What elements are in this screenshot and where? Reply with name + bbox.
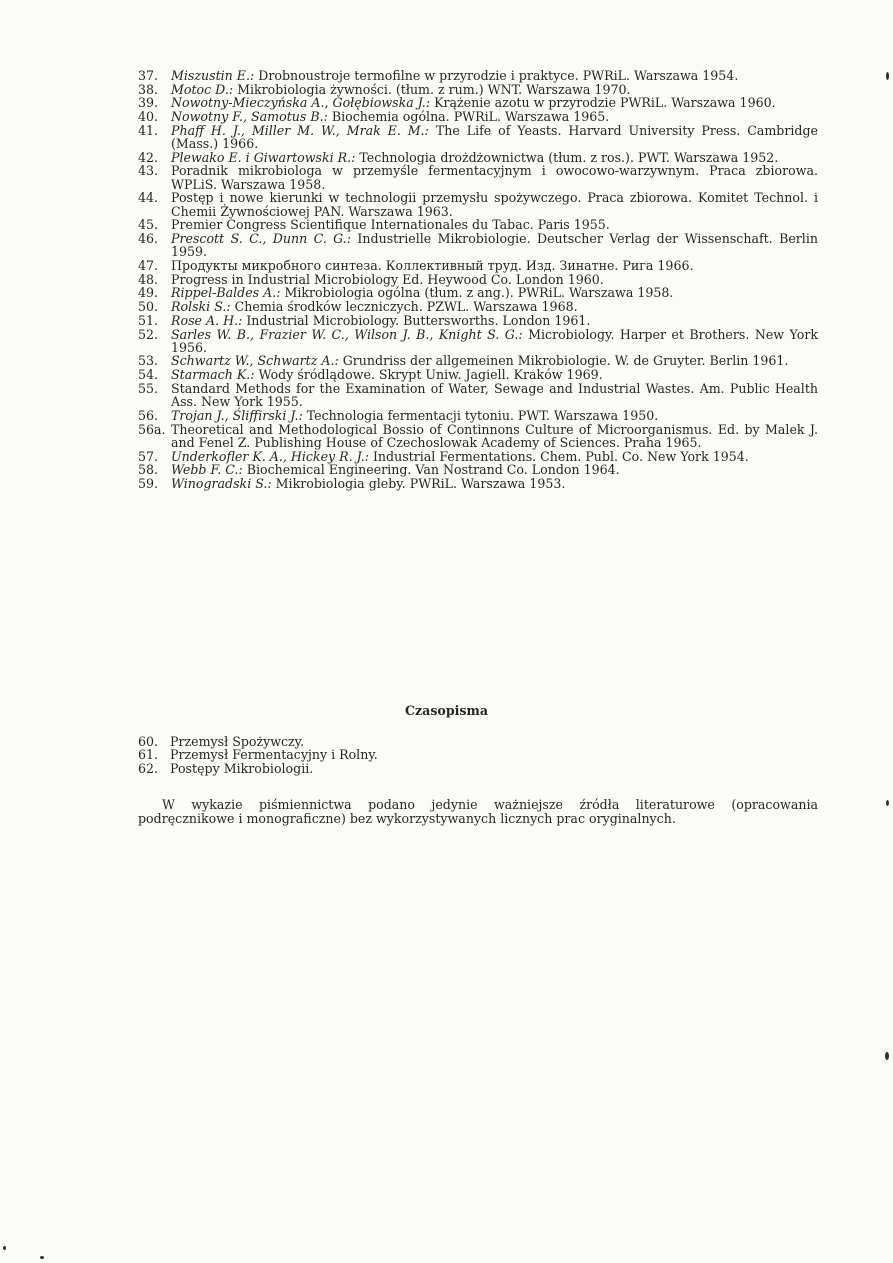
- reference-number: 57.: [138, 448, 159, 464]
- reference-number: 56.: [138, 407, 159, 423]
- reference-number: 41.: [138, 122, 159, 138]
- reference-item: [138, 409, 818, 422]
- reference-item: [138, 300, 818, 313]
- reference-text: Standard Methods for the Examination of Water, Sewage and Industrial Wastes. Am. Public Health Ass. New York 1955.: [171, 380, 818, 410]
- reference-text: Продукты микробного синтеза. Коллективный труд. Изд. Зинатне. Рига 1966.: [171, 258, 694, 274]
- reference-item: [138, 83, 818, 96]
- reference-list: [138, 69, 818, 491]
- reference-authors: Rose A. H.:: [171, 312, 243, 328]
- reference-item: [138, 96, 818, 109]
- reference-text: Drobnoustroje termofilne w przyrodzie i praktyce. PWRiL. Warszawa 1954.: [254, 68, 739, 83]
- journal-title: Przemysł Spożywczy.: [170, 734, 305, 749]
- reference-item: [138, 259, 818, 272]
- journal-title: Przemysł Fermentacyjny i Rolny.: [170, 747, 378, 763]
- reference-text: Industrielle Mikrobiologie. Deutscher Verlag der Wissenschaft. Berlin 1959.: [171, 231, 818, 260]
- scan-speck: [886, 72, 889, 80]
- reference-authors: Sarles W. B., Frazier W. C., Wilson J. B., Knight S. G.:: [171, 326, 523, 342]
- reference-authors: Webb F. C.:: [171, 462, 243, 478]
- journal-item: [138, 735, 818, 748]
- journal-number: 60.: [138, 734, 159, 749]
- reference-text: Mikrobiologia żywności. (tłum. z rum.) WNT. Warszawa 1970.: [233, 81, 631, 97]
- reference-authors: Nowotny-Mieczyńska A., Gołębiowska J.:: [171, 95, 431, 111]
- reference-text: Progress in Industrial Microbiology Ed. Heywood Co. London 1960.: [171, 271, 604, 287]
- scan-speck: [886, 800, 889, 806]
- reference-authors: Prescott S. C., Dunn C. G.:: [171, 231, 352, 247]
- reference-number: 39.: [138, 95, 159, 111]
- reference-authors: Schwartz W., Schwartz A.:: [171, 353, 339, 369]
- reference-number: 50.: [138, 299, 159, 315]
- reference-text: Theoretical and Methodological Bossio of Continnons Culture of Microorganismus. Ed. by Malek J. and Fenel Z. Publishing House of Czechoslowak Academy of Sciences. Praha 1965.: [171, 421, 818, 450]
- reference-authors: Phaff H. J., Miller M. W., Mrak E. M.:: [171, 122, 429, 138]
- reference-text: Technologia fermentacji tytoniu. PWT. Warszawa 1950.: [302, 407, 659, 423]
- reference-authors: Nowotny F., Samotus B.:: [171, 109, 328, 125]
- reference-text: Industrial Fermentations. Chem. Publ. Co. New York 1954.: [368, 448, 749, 464]
- reference-item: [138, 218, 818, 231]
- reference-text: Chemia środków leczniczych. PZWL. Warszawa 1968.: [230, 299, 578, 315]
- reference-number: 38.: [138, 81, 159, 97]
- scan-speck: [40, 1256, 44, 1259]
- reference-item: [138, 463, 818, 476]
- reference-number: 44.: [138, 190, 159, 206]
- reference-number: 45.: [138, 217, 159, 233]
- reference-authors: Trojan J., Śliffirski J.:: [171, 407, 303, 423]
- reference-item: [138, 110, 818, 123]
- reference-text: The Life of Yeasts. Harvard University Press. Cambridge (Mass.) 1966.: [171, 122, 818, 152]
- reference-item: [138, 314, 818, 327]
- reference-text: Postęp i nowe kierunki w technologii przemysłu spożywczego. Praca zbiorowa. Komitet Technol. i Chemii Żywnościowej PAN. Warszawa 1963.: [171, 190, 818, 219]
- reference-number: 54.: [138, 367, 159, 383]
- reference-text: Industrial Microbiology. Buttersworths. London 1961.: [242, 312, 591, 328]
- journal-title: Postępy Mikrobiologii.: [170, 760, 314, 776]
- reference-text: Wody śródlądowe. Skrypt Uniw. Jagiell. Kraków 1969.: [254, 367, 603, 383]
- reference-authors: Plewako E. i Giwartowski R.:: [171, 149, 356, 165]
- reference-number: 55.: [138, 380, 159, 396]
- reference-authors: Winogradski S.:: [171, 475, 272, 491]
- reference-item: [138, 164, 818, 191]
- reference-text: Krążenie azotu w przyrodzie PWRiL. Warszawa 1960.: [430, 95, 776, 111]
- reference-number: 43.: [138, 163, 159, 179]
- journal-item: [138, 762, 818, 775]
- reference-number: 42.: [138, 149, 159, 165]
- journal-item: [138, 748, 818, 761]
- reference-authors: Underkofler K. A., Hickey R. J.:: [171, 448, 369, 464]
- scan-speck: [3, 1246, 6, 1250]
- reference-item: [138, 450, 818, 463]
- reference-text: Microbiology. Harper et Brothers. New York 1956.: [171, 326, 818, 355]
- reference-number: 46.: [138, 231, 159, 247]
- section-heading: Czasopisma: [405, 703, 488, 718]
- reference-authors: Starmach K.:: [171, 367, 255, 383]
- reference-text: Technologia drożdżownictwa (tłum. z ros.). PWT. Warszawa 1952.: [355, 149, 779, 165]
- reference-item: [138, 124, 818, 151]
- reference-number: 58.: [138, 462, 159, 478]
- reference-number: 51.: [138, 312, 159, 328]
- reference-text: Mikrobiologia ogólna (tłum. z ang.). PWRiL. Warszawa 1958.: [280, 285, 674, 301]
- reference-item: [138, 477, 818, 490]
- reference-item: [138, 191, 818, 218]
- reference-number: 59.: [138, 475, 159, 491]
- reference-number: 52.: [138, 326, 159, 342]
- reference-authors: Rolski S.:: [171, 299, 231, 315]
- reference-item: [138, 151, 818, 164]
- scan-speck: [885, 1052, 889, 1060]
- reference-number: 47.: [138, 258, 159, 274]
- reference-item: [138, 354, 818, 367]
- reference-authors: Motoc D.:: [171, 81, 234, 97]
- reference-item: [138, 382, 818, 409]
- reference-text: Grundriss der allgemeinen Mikrobiologie. W. de Gruyter. Berlin 1961.: [338, 353, 789, 369]
- reference-item: [138, 232, 818, 259]
- reference-item: [138, 286, 818, 299]
- reference-item: [138, 69, 818, 82]
- reference-item: [138, 423, 818, 450]
- reference-number: 53.: [138, 353, 159, 369]
- reference-authors: Miszustin E.:: [171, 68, 255, 83]
- reference-number: 56a.: [138, 421, 166, 437]
- reference-number: 40.: [138, 109, 159, 125]
- reference-authors: Rippel-Baldes A.:: [171, 285, 281, 301]
- journal-list: [138, 735, 818, 775]
- reference-text: Biochemia ogólna. PWRiL. Warszawa 1965.: [327, 109, 610, 125]
- reference-item: [138, 328, 818, 355]
- reference-text: Biochemical Engineering. Van Nostrand Co. London 1964.: [242, 462, 620, 478]
- reference-text: Premier Congress Scientifique Internationales du Tabac. Paris 1955.: [171, 217, 610, 233]
- reference-text: Poradnik mikrobiologa w przemyśle fermentacyjnym i owocowo-warzywnym. Praca zbiorowa. WPLiS. Warszawa 1958.: [171, 163, 818, 192]
- reference-text: Mikrobiologia gleby. PWRiL. Warszawa 1953.: [271, 475, 566, 491]
- reference-number: 48.: [138, 271, 159, 287]
- reference-number: 37.: [138, 68, 159, 83]
- bibliography-note: W wykazie piśmiennictwa podano jedynie ważniejsze źródła literaturowe (opracowania podręcznikowe i monograficzne) bez wykorzystywanych licznych prac oryginalnych.: [138, 797, 818, 826]
- journal-number: 62.: [138, 760, 159, 776]
- journal-number: 61.: [138, 747, 159, 763]
- reference-item: [138, 273, 818, 286]
- reference-number: 49.: [138, 285, 159, 301]
- reference-item: [138, 368, 818, 381]
